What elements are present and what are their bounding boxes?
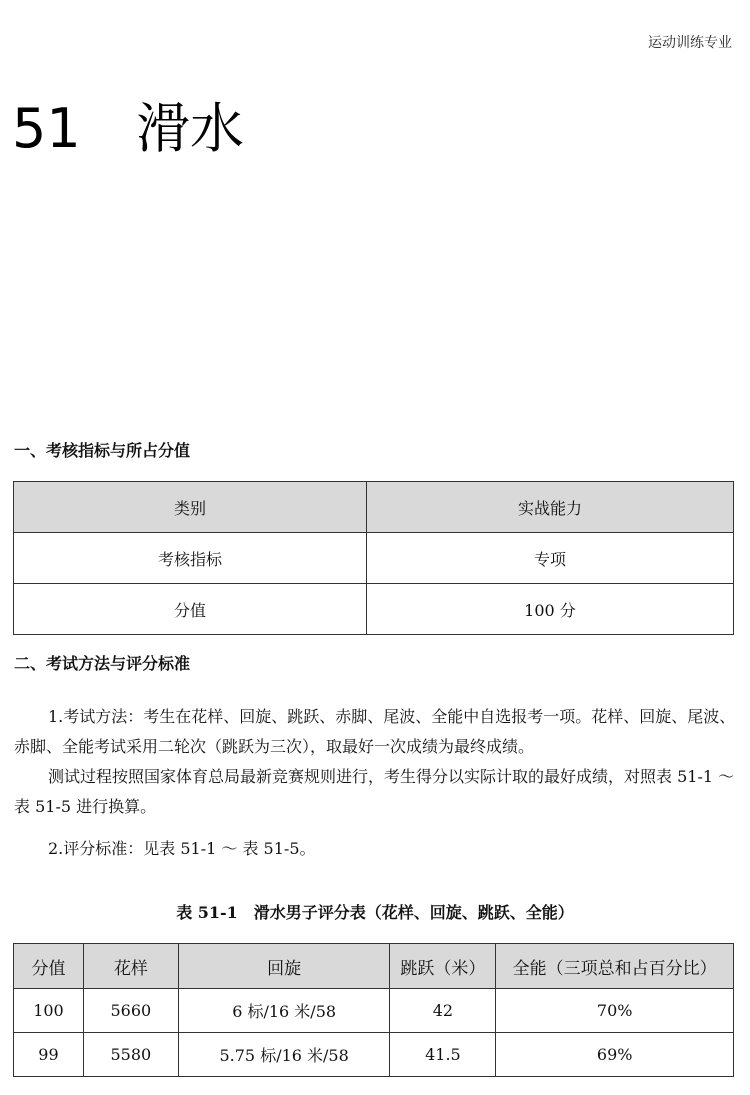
chapter-name: 滑水 [136,97,244,160]
assessment-table [13,481,734,635]
table-cell: 99 [14,1033,84,1077]
table-cell: 专项 [367,533,734,584]
table-cell: 6 标/16 米/58 [178,989,390,1033]
table-cell: 69% [496,1033,734,1077]
paragraph-method: 1.考试方法：考生在花样、回旋、跳跃、赤脚、尾波、全能中自选报考一项。花样、回旋、尾波、赤脚、全能考试采用二轮次（跳跃为三次），取最好一次成绩为最终成绩。 [14,707,736,756]
table-header-row [14,944,734,989]
table-header-cell: 跳跃（米） [390,944,496,989]
table-row [14,1033,734,1077]
table-cell: 70% [496,989,734,1033]
chapter-title [12,86,244,163]
table-row [14,584,734,635]
table-header-cell: 类别 [14,482,367,533]
table-header-row [14,482,734,533]
table-cell: 5.75 标/16 米/58 [178,1033,390,1077]
table-cell: 分值 [14,584,367,635]
paragraph-rules: 测试过程按照国家体育总局最新竞赛规则进行，考生得分以实际计取的最好成绩，对照表 51-1 ～ 表 51-5 进行换算。 [14,767,735,816]
table-cell: 41.5 [390,1033,496,1077]
paragraph-scoring: 2.评分标准：见表 51-1 ～ 表 51-5。 [48,839,316,858]
table-cell: 42 [390,989,496,1033]
table-cell: 考核指标 [14,533,367,584]
table-row [14,989,734,1033]
table-header-cell: 分值 [14,944,84,989]
table-row [14,533,734,584]
section-heading-2: 二、考试方法与评分标准 [14,654,191,673]
table-header-cell: 实战能力 [367,482,734,533]
table-header-cell: 回旋 [178,944,390,989]
table-cell: 5660 [83,989,178,1033]
table-cell: 100 分 [367,584,734,635]
table-header-cell: 花样 [83,944,178,989]
table-cell: 100 [14,989,84,1033]
table-cell: 5580 [83,1033,178,1077]
running-header: 运动训练专业 [648,35,732,51]
table-caption: 表 51-1 滑水男子评分表（花样、回旋、跳跃、全能） [176,903,574,922]
chapter-number: 51 [12,97,81,160]
scoring-table [13,943,734,1077]
table-header-cell: 全能（三项总和占百分比） [496,944,734,989]
section-heading-1: 一、考核指标与所占分值 [14,441,191,460]
